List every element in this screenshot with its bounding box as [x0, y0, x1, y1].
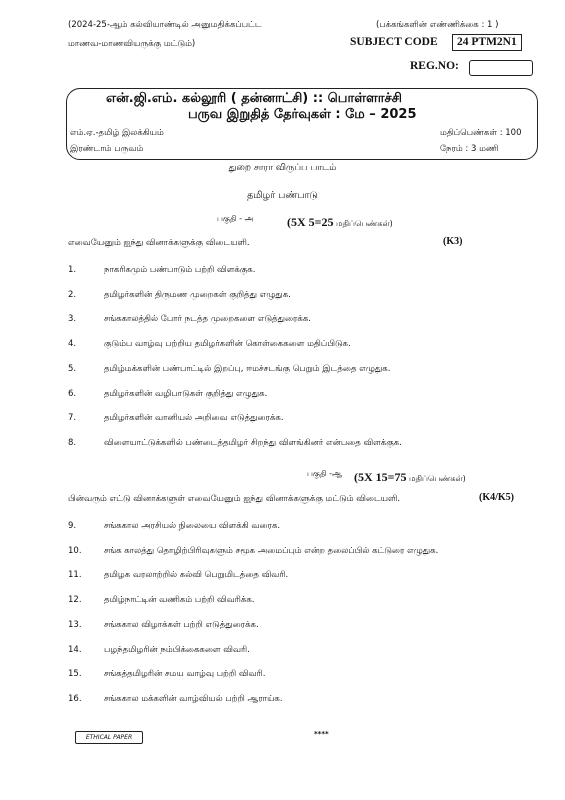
part-b-label: பகுதி -ஆ	[307, 469, 343, 478]
part-a-instruction: எவையேனும் ஐந்து வினாக்களுக்கு விடையளி.	[68, 238, 250, 248]
part-b-instruction: பின்வரும் எட்டு வினாக்களுள் எவையேனும் ஐந்து வினாக்களுக்கு மட்டும் விடையளி.	[68, 494, 401, 504]
question-number: 4.	[68, 339, 77, 350]
question-row	[0, 314, 565, 330]
question-row	[0, 694, 565, 710]
question-row	[0, 546, 565, 562]
part-b-marks-formula: (5X 15=75	[354, 470, 407, 484]
paper-title: தமிழர் பண்பாடு	[247, 190, 318, 201]
question-row	[0, 521, 565, 537]
question-row	[0, 290, 565, 306]
page-count-note: (பக்கங்களின் எண்ணிக்கை : 1 )	[376, 20, 499, 30]
question-number: 10.	[68, 545, 82, 556]
course-name: எம்.ஏ.-தமிழ் இலக்கியம்	[70, 128, 164, 138]
question-text: சங்ககால மக்களின் வாழ்வியல் பற்றி ஆராய்க.	[104, 693, 283, 704]
question-number: 8.	[68, 437, 77, 448]
end-mark: ****	[314, 730, 329, 738]
part-a-level: (K3)	[443, 236, 463, 247]
question-row	[0, 620, 565, 636]
question-number: 1.	[68, 265, 77, 275]
question-row	[0, 339, 565, 355]
question-text: நாகரிகமும் பண்பாடும் பற்றி விளக்குக.	[104, 265, 256, 275]
part-a-label: பகுதி - அ	[217, 214, 254, 223]
question-number: 15.	[68, 669, 82, 680]
reg-no-field	[469, 60, 533, 76]
question-text: தமிழர்களின் வானியல் அறிவை எடுத்துரைக்க.	[104, 413, 284, 424]
part-a-marks-formula: (5X 5=25	[287, 215, 334, 229]
college-name: என்.ஜி.எம். கல்லூரி ( தன்னாட்சி) :: பொள்ளாச்சி	[106, 91, 402, 106]
question-number: 16.	[68, 693, 82, 704]
exam-duration: நேரம் : 3 மணி	[440, 144, 499, 154]
subject-code: 24 PTM2N1	[452, 34, 522, 51]
question-row	[0, 389, 565, 405]
question-row	[0, 265, 565, 281]
question-number: 9.	[68, 521, 77, 531]
question-text: தமிழர்களின் திருமண முறைகள் குறித்து எழுதுக.	[104, 289, 291, 300]
question-text: விளையாட்டுக்களில் பண்டைத்தமிழர் சிறந்து விளங்கினர் என்பதை விளக்குக.	[104, 437, 402, 448]
question-row	[0, 595, 565, 611]
question-text: தமிழ்நாட்டின் வணிகம் பற்றி விவரிக்க.	[104, 595, 255, 606]
question-row	[0, 364, 565, 380]
question-number: 11.	[68, 570, 82, 581]
part-b-marks-unit: மதிப்பெண்கள்)	[406, 474, 466, 483]
question-number: 7.	[68, 413, 77, 424]
part-a-marks-unit: மதிப்பெண்கள்)	[333, 219, 393, 228]
question-row	[0, 570, 565, 586]
admission-note-line2: மாணவ-மாணவியருக்கு மட்டும்)	[68, 39, 196, 49]
question-text: பழந்தமிழரின் நம்பிக்கைகளை விவரி.	[104, 644, 250, 655]
question-row	[0, 413, 565, 429]
part-a-marks	[287, 211, 393, 230]
question-text: குடும்ப வாழ்வு பற்றிய தமிழர்களின் கொள்கைகளை மதிப்பிடுக.	[104, 339, 351, 350]
admission-note-line1: (2024-25-ஆம் கல்வியாண்டில் அனுமதிக்கப்பட்ட	[68, 20, 262, 30]
question-text: சங்க காலத்து தொழிற்பிரிவுகளும் சமூக அமைப்பும் என்ற தலைப்பில் கட்டுரை எழுதுக.	[104, 545, 439, 556]
subject-code-label: SUBJECT CODE	[350, 36, 438, 48]
question-row	[0, 438, 565, 454]
question-text: சங்ககாலத்தில் போர் நடத்த முறைகளை எடுத்துரைக்க.	[104, 314, 311, 325]
question-number: 13.	[68, 619, 82, 630]
question-number: 5.	[68, 363, 77, 374]
question-text: தமிழக வரலாற்றில் கல்வி பெறுமிடத்தை விவரி.	[104, 570, 289, 581]
question-text: சங்ககால விழாக்கள் பற்றி எடுத்துரைக்க.	[104, 619, 259, 630]
paper-category: துறை சாரா விருப்ப பாடம்	[228, 163, 337, 173]
question-row	[0, 669, 565, 685]
exam-title: பருவ இறுதித் தேர்வுகள் : மே – 2025	[188, 107, 417, 122]
max-marks: மதிப்பெண்கள் : 100	[440, 128, 522, 138]
question-number: 2.	[68, 289, 77, 300]
question-text: சங்ககால அரசியல் நிலையை விளக்கி வரைக.	[104, 521, 281, 531]
question-text: சங்கத்தமிழரின் சமய வாழ்வு பற்றி விவரி.	[104, 669, 266, 680]
reg-no-label: REG.NO:	[410, 60, 459, 72]
question-row	[0, 645, 565, 661]
question-number: 14.	[68, 644, 82, 655]
ethical-paper-badge: ETHICAL PAPER	[75, 731, 143, 744]
part-b-marks	[354, 466, 466, 485]
question-text: தமிழ்மக்களின் பண்பாட்டில் இறப்பு, ஈமச்சடங்கு பெறும் இடத்தை எழுதுக.	[104, 363, 391, 374]
question-text: தமிழர்களின் வழிபாடுகள் குறித்து எழுதுக.	[104, 388, 268, 399]
semester: இரண்டாம் பருவம்	[70, 144, 144, 154]
part-b-level: (K4/K5)	[479, 492, 514, 503]
question-number: 6.	[68, 388, 77, 399]
question-number: 12.	[68, 595, 82, 606]
question-number: 3.	[68, 314, 77, 325]
